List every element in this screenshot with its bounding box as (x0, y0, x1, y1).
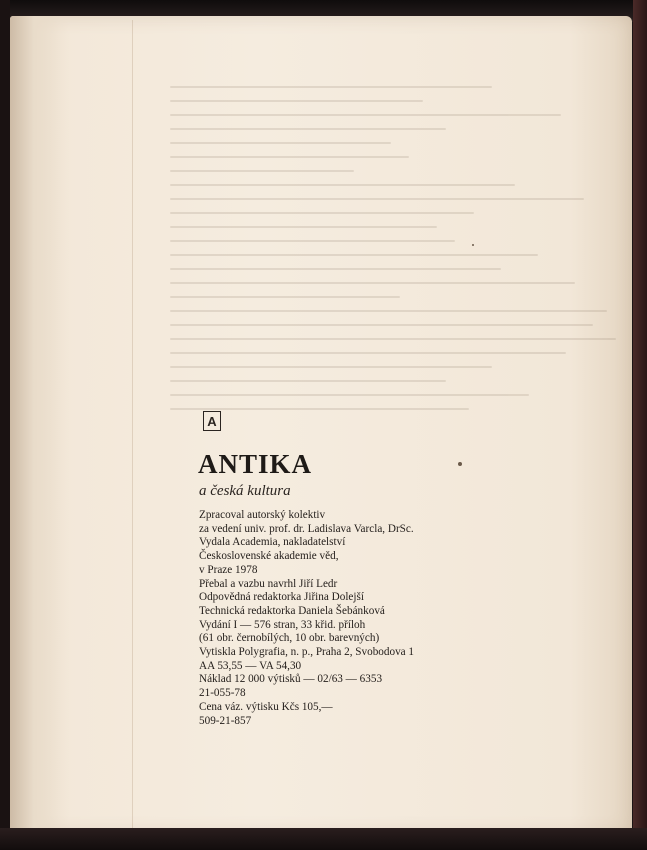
binding-bottom-edge (0, 828, 647, 850)
colophon (199, 509, 414, 728)
colophon-line: 509-21-857 (199, 714, 252, 727)
colophon-line: Československé akademie věd, (199, 550, 339, 563)
colophon-line: Vytiskla Polygrafia, n. p., Praha 2, Svobodova 1 (199, 646, 415, 659)
colophon-line: (61 obr. černobílých, 10 obr. barevných) (199, 632, 380, 645)
colophon-line: Odpovědná redaktorka Jiřina Dolejší (199, 591, 364, 604)
colophon-line: Vydání I — 576 stran, 33 křid. příloh (199, 618, 366, 631)
colophon-line: za vedení univ. prof. dr. Ladislava Varcla, DrSc. (199, 522, 414, 535)
colophon-line: Vydala Academia, nakladatelství (199, 536, 346, 549)
book-subtitle: a česká kultura (199, 483, 291, 499)
page-crease (132, 20, 133, 830)
colophon-line: Cena váz. výtisku Kčs 105,— (199, 700, 333, 713)
logo-letter: A (207, 413, 217, 429)
colophon-line: v Praze 1978 (199, 563, 258, 576)
colophon-line: Náklad 12 000 výtisků — 02/63 — 6353 (199, 673, 383, 686)
page-fold-shadow (10, 16, 70, 834)
colophon-line: Zpracoval autorský kolektiv (199, 509, 326, 521)
academia-logo-icon (203, 411, 221, 431)
cover-right-edge (633, 0, 647, 850)
colophon-line: 21-055-78 (199, 687, 246, 700)
paper-speck (472, 244, 474, 246)
cover-left-edge (0, 0, 10, 850)
book-title: ANTIKA (198, 449, 313, 479)
colophon-line: Technická redaktorka Daniela Šebánková (199, 604, 385, 617)
colophon-line: Přebal a vazbu navrhl Jiří Ledr (199, 577, 338, 590)
show-through-text (170, 86, 630, 476)
paper-speck (458, 462, 462, 466)
colophon-line: AA 53,55 — VA 54,30 (199, 659, 302, 672)
